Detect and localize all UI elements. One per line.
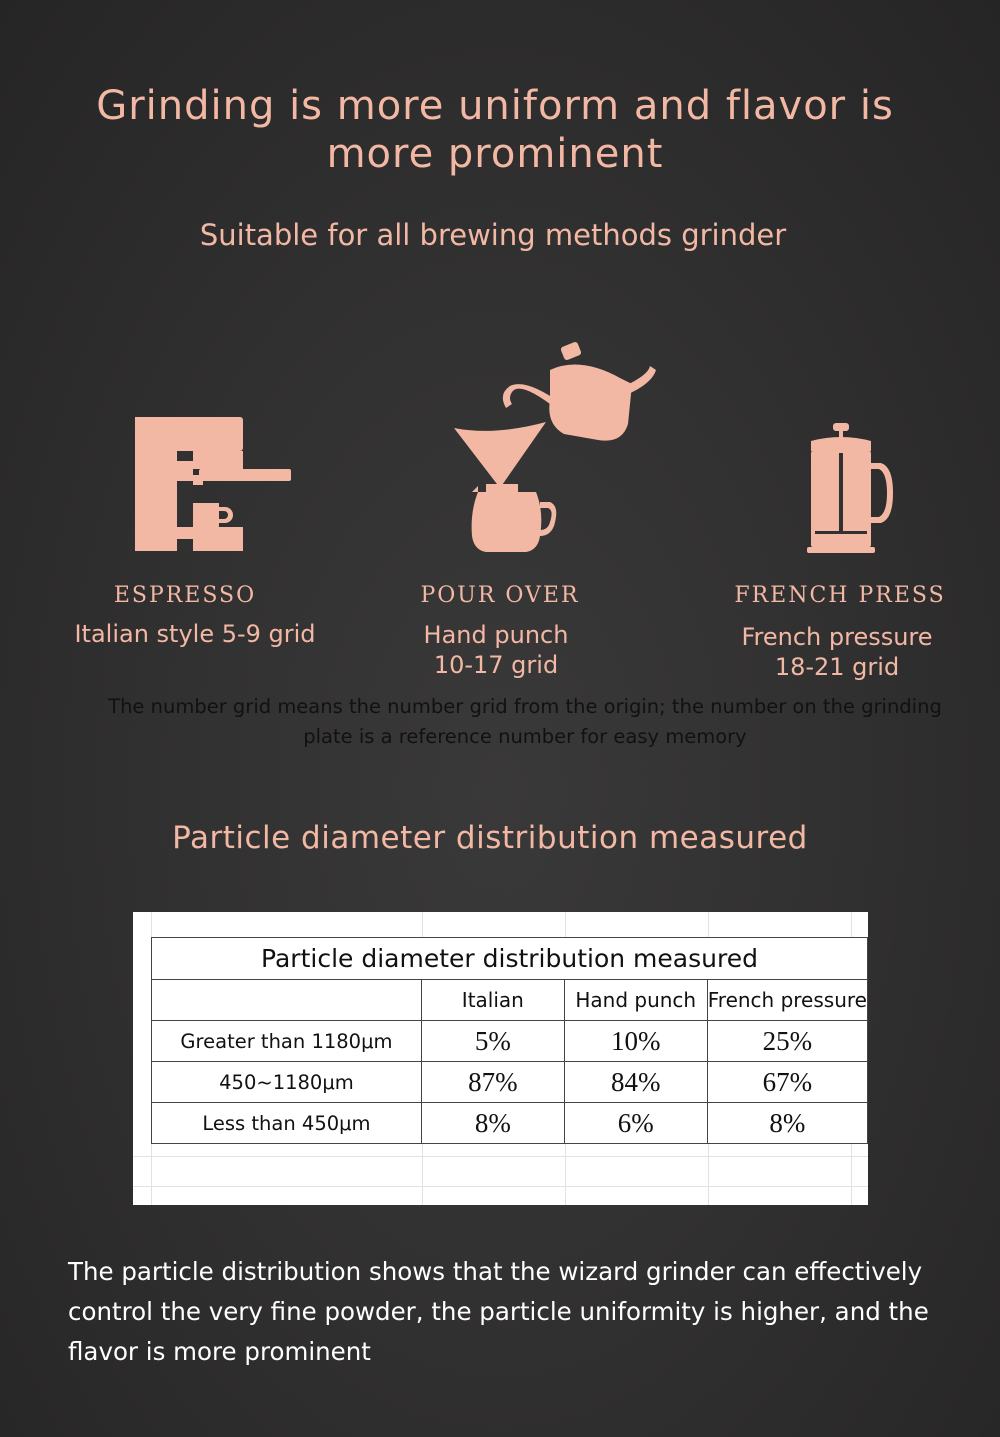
distribution-table-card xyxy=(133,912,868,1205)
method-title-pour-over: POUR OVER xyxy=(420,583,580,608)
table-cell: 87% xyxy=(421,1062,564,1103)
table-cell: 8% xyxy=(707,1103,867,1144)
grid-note: The number grid means the number grid from the origin; the number on the grinding plate is a reference number for easy memory xyxy=(108,695,942,748)
footer-text: The particle distribution shows that the wizard grinder can effectively control the very fine powder, the particle uniformity is higher, and the flavor is more prominent xyxy=(68,1257,929,1366)
table-cell: 8% xyxy=(421,1103,564,1144)
subtitle: Suitable for all brewing methods grinder xyxy=(199,218,787,252)
espresso-machine-icon xyxy=(133,415,293,553)
column-header-italian: Italian xyxy=(421,980,564,1021)
method-desc-french-press: French pressure 18-21 grid xyxy=(741,623,933,681)
method-title-espresso: ESPRESSO xyxy=(113,583,257,608)
table-caption: Particle diameter distribution measured xyxy=(152,938,868,980)
distribution-table xyxy=(151,937,868,1144)
table-cell: 25% xyxy=(707,1021,867,1062)
page-title: Grinding is more uniform and flavor is more prominent xyxy=(96,83,894,177)
method-title-french-press: FRENCH PRESS xyxy=(734,583,946,608)
column-header-hand-punch: Hand punch xyxy=(564,980,707,1021)
column-header-empty xyxy=(152,980,422,1021)
method-desc-espresso: Italian style 5-9 grid xyxy=(74,620,316,648)
table-cell: 84% xyxy=(564,1062,707,1103)
table-cell: 5% xyxy=(421,1021,564,1062)
row-label: 450~1180μm xyxy=(152,1062,422,1103)
pour-over-kettle-icon xyxy=(450,340,660,555)
french-press-icon xyxy=(803,423,895,553)
table-row xyxy=(152,1103,868,1144)
row-label: Greater than 1180μm xyxy=(152,1021,422,1062)
table-row xyxy=(152,1062,868,1103)
table-row xyxy=(152,1021,868,1062)
section-title: Particle diameter distribution measured xyxy=(172,820,808,856)
method-desc-pour-over: Hand punch 10-17 grid xyxy=(423,621,569,679)
column-header-french-pressure: French pressure xyxy=(707,980,867,1021)
table-cell: 6% xyxy=(564,1103,707,1144)
table-cell: 10% xyxy=(564,1021,707,1062)
table-cell: 67% xyxy=(707,1062,867,1103)
row-label: Less than 450μm xyxy=(152,1103,422,1144)
